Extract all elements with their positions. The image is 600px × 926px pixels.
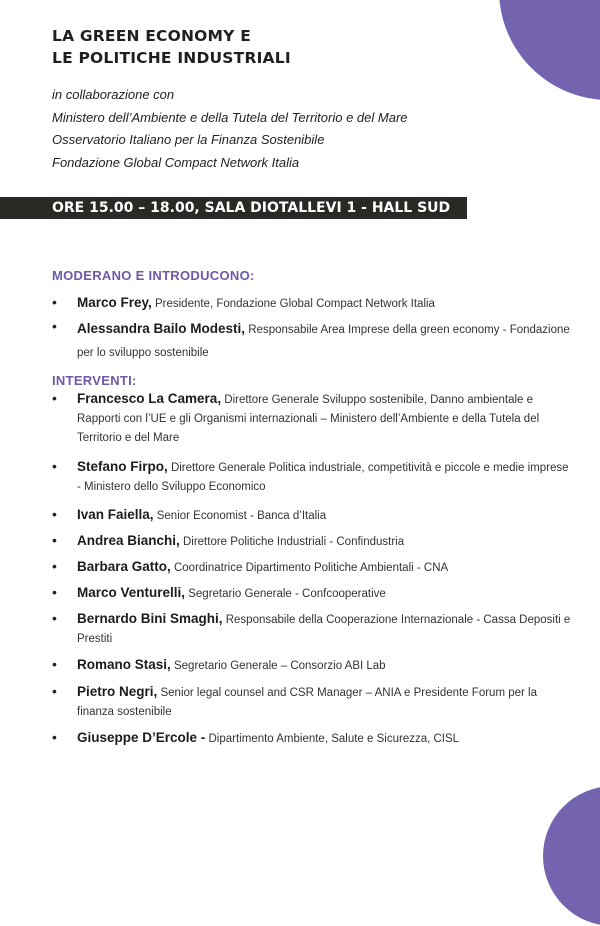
list-item — [52, 729, 572, 748]
bullet: • — [52, 610, 57, 626]
bullet: • — [52, 656, 57, 672]
person-role: Segretario Generale – Consorzio ABI Lab — [170, 660, 386, 672]
person-name: Francesco La Camera, — [77, 391, 222, 406]
person-role: Responsabile della Cooperazione Internazionale - Cassa Depositi e Prestiti — [77, 614, 571, 645]
list-item — [52, 558, 572, 577]
person-role: Senior legal counsel and CSR Manager – ANIA e Presidente Forum per la finanza sostenibile — [77, 687, 537, 718]
collaboration-intro: in collaborazione con — [52, 87, 175, 102]
person-role: Direttore Generale Politica industriale, competitività e piccole e medie imprese - Ministero dello Sviluppo Economico — [77, 462, 569, 493]
moderators-list — [52, 294, 572, 364]
person-role: Direttore Generale Sviluppo sostenibile, Danno ambientale e Rapporti con l’UE e gli Organismi internazionali – Ministero dell’Ambiente e della Tutela del Territorio e del Mare — [77, 394, 540, 444]
page-title — [52, 25, 291, 69]
list-item — [52, 584, 572, 603]
list-item — [52, 506, 572, 525]
person-name: Giuseppe D’Ercole - — [77, 730, 206, 745]
list-item — [52, 294, 572, 313]
person-name: Romano Stasi, — [77, 657, 171, 672]
person-role: Responsabile Area Imprese della green economy - Fondazione per lo sviluppo sostenibile — [77, 324, 570, 359]
time-band-text: ORE 15.00 – 18.00, SALA DIOTALLEVI 1 - HALL SUD — [52, 200, 451, 216]
partner-foundation: Fondazione Global Compact Network Italia — [52, 154, 300, 170]
list-item — [52, 656, 572, 675]
list-item — [52, 458, 572, 496]
list-item — [52, 532, 572, 551]
bullet: • — [52, 318, 57, 334]
bullet: • — [52, 294, 57, 310]
bullet: • — [52, 584, 57, 600]
bullet: • — [52, 558, 57, 574]
person-name: Marco Venturelli, — [77, 585, 186, 600]
bullet: • — [52, 683, 57, 699]
list-item — [52, 390, 572, 447]
person-name: Alessandra Bailo Modesti, — [77, 321, 246, 336]
person-role: Coordinatrice Dipartimento Politiche Ambientali - CNA — [170, 562, 449, 574]
bullet: • — [52, 532, 57, 548]
bullet: • — [52, 506, 57, 522]
person-role: Direttore Politiche Industriali - Confindustria — [179, 536, 405, 548]
person-name: Ivan Faiella, — [77, 507, 154, 522]
moderators-heading: MODERANO E INTRODUCONO: — [52, 268, 255, 283]
person-role: Segretario Generale - Confcooperative — [185, 588, 386, 600]
person-name: Bernardo Bini Smaghi, — [77, 611, 223, 626]
partner-observatory: Osservatorio Italiano per la Finanza Sostenibile — [52, 132, 325, 147]
person-name: Barbara Gatto, — [77, 559, 171, 574]
title-line-1: LA GREEN ECONOMY E — [52, 27, 251, 45]
person-name: Marco Frey, — [77, 295, 152, 310]
person-name: Stefano Firpo, — [77, 459, 168, 474]
speakers-heading: INTERVENTI: — [52, 373, 137, 388]
list-item — [52, 610, 572, 648]
bullet: • — [52, 390, 57, 406]
list-item — [52, 683, 572, 721]
decorative-circle-bottom — [543, 786, 600, 926]
person-role: Senior Economist - Banca d’Italia — [153, 510, 327, 522]
person-role: Dipartimento Ambiente, Salute e Sicurezza, CISL — [205, 733, 460, 745]
person-role: Presidente, Fondazione Global Compact Network Italia — [151, 298, 435, 310]
title-line-2: LE POLITICHE INDUSTRIALI — [52, 49, 291, 67]
person-name: Pietro Negri, — [77, 684, 158, 699]
person-name: Andrea Bianchi, — [77, 533, 180, 548]
bullet: • — [52, 458, 57, 474]
list-item — [52, 318, 572, 364]
bullet: • — [52, 729, 57, 745]
speakers-list — [52, 390, 572, 748]
partner-ministry: Ministero dell’Ambiente e della Tutela del Territorio e del Mare — [52, 109, 408, 125]
collaboration-block — [52, 84, 552, 174]
